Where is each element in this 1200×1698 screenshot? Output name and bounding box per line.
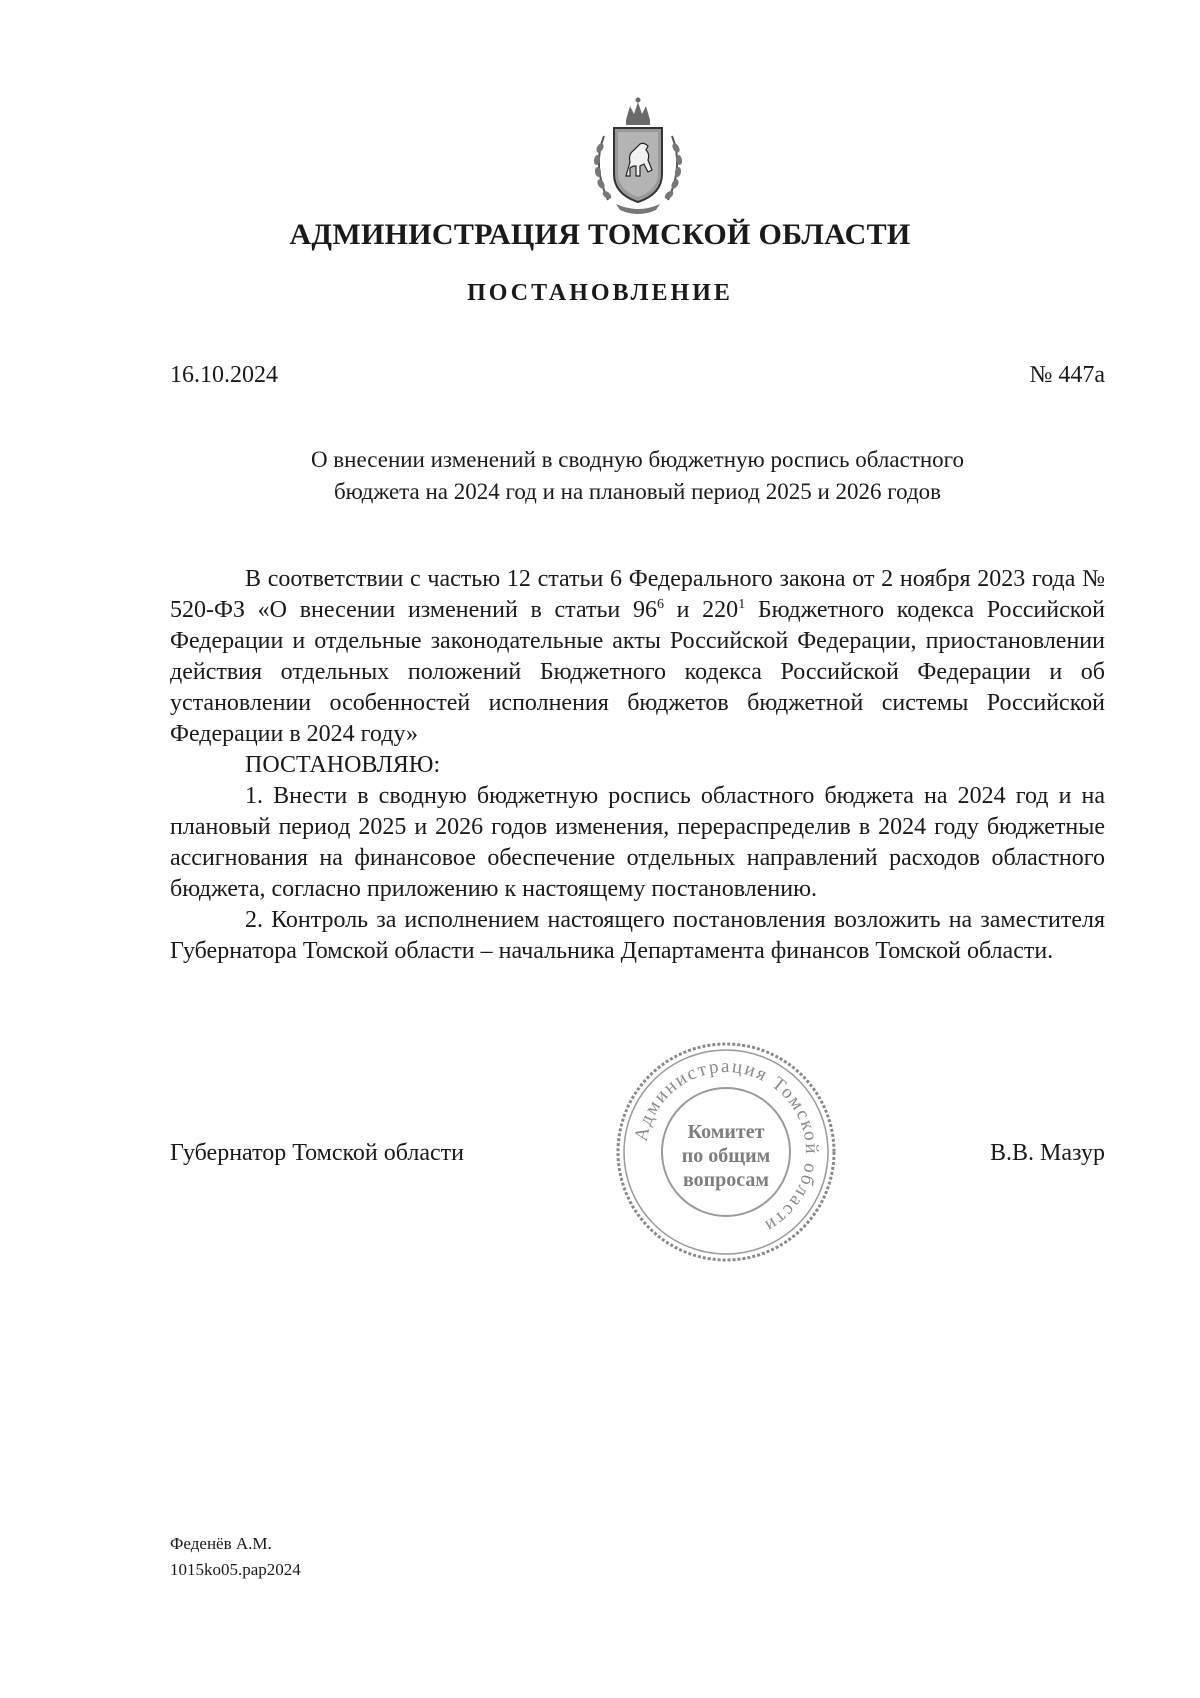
executor-name: Феденёв А.М.: [170, 1534, 272, 1553]
resolve-heading: ПОСТАНОВЛЯЮ:: [245, 752, 441, 778]
seal-ring-text: Администрация Томской области: [630, 1055, 823, 1238]
document-body: [170, 564, 1105, 967]
preamble-superscript-1: 6: [656, 597, 664, 612]
preamble-paragraph: [170, 564, 1105, 750]
preamble-text-1: В соответствии с частью 12 статьи 6 Федерального закона от 2 ноября 2023 года № 520-ФЗ «О внесении изменений в статьи 96: [170, 566, 1105, 623]
document-subject: [170, 444, 1105, 508]
preamble-text-3: Бюджетного кодекса Российской Федерации и отдельные законодательные акты Российской Федерации, приостановлении действия отдельных положений Бюджетного кодекса Российской Федерации и об установлении особенностей исполнения бюджетов бюджетной системы Российской Федерации в 2024 году»: [170, 597, 1106, 747]
item-2-paragraph: 2. Контроль за исполнением настоящего постановления возложить на заместителя Губернатора Томской области – начальника Департамента финансов Томской области.: [170, 907, 1105, 964]
seal-center-line-3: вопросам: [682, 1169, 770, 1191]
signatory-name: В.В. Мазур: [990, 1140, 1105, 1166]
subject-line-2: бюджета на 2024 год и на плановый период 2025 и 2026 годов: [333, 479, 942, 504]
item-1-paragraph: 1. Внести в сводную бюджетную роспись областного бюджета на 2024 год и на плановый период 2025 и 2026 годов изменения, перераспределив в 2024 году бюджетные ассигнования на финансовое обеспечение отдельных направлений расходов областного бюджета, согласно приложению к настоящему постановлению.: [170, 783, 1105, 902]
document-footer: [170, 1531, 301, 1583]
coat-of-arms-icon: [586, 96, 690, 216]
preamble-text-2: и 220: [663, 597, 739, 623]
document-number: № 447а: [1029, 362, 1105, 388]
official-seal-icon: [614, 1040, 838, 1264]
document-date: 16.10.2024: [170, 362, 278, 388]
document-type: ПОСТАНОВЛЕНИЕ: [467, 280, 733, 306]
organization-title: АДМИНИСТРАЦИЯ ТОМСКОЙ ОБЛАСТИ: [289, 218, 911, 251]
seal-center-line-2: по общим: [681, 1145, 771, 1167]
subject-line-1: О внесении изменений в сводную бюджетную роспись областного: [310, 447, 965, 472]
preamble-superscript-2: 1: [738, 597, 746, 612]
seal-center-line-1: Комитет: [687, 1121, 765, 1143]
file-reference: 1015ko05.pap2024: [170, 1560, 301, 1579]
signatory-title: Губернатор Томской области: [170, 1140, 464, 1166]
